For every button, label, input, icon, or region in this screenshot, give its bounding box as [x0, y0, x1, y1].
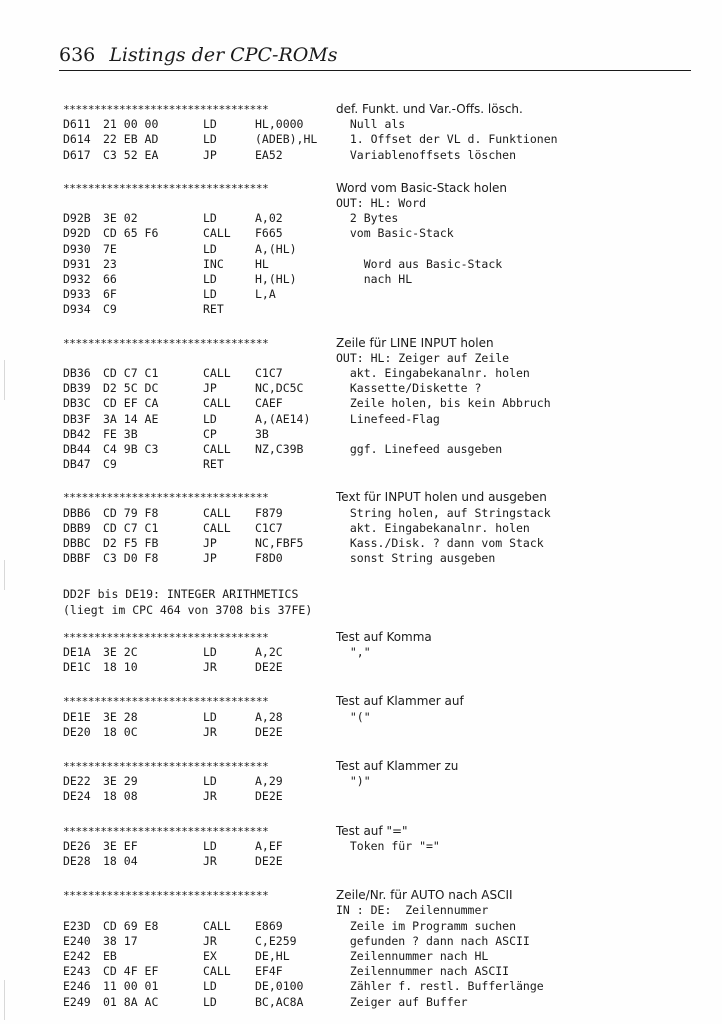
block-io-row — [63, 903, 703, 918]
operand: HL,0000 — [255, 117, 304, 132]
block-title: Text für INPUT holen und ausgeben — [336, 490, 547, 505]
block-header — [63, 694, 703, 709]
code-block — [63, 181, 703, 318]
mnemonic: INC — [203, 256, 224, 271]
address: D614 — [63, 132, 91, 147]
code-line — [63, 854, 703, 869]
mnemonic: LD — [203, 644, 217, 659]
operand: (ADEB),HL — [255, 132, 318, 147]
block-title: Zeile/Nr. für AUTO nach ASCII — [336, 888, 513, 903]
code-block — [63, 694, 703, 740]
page-header — [59, 44, 338, 66]
address: D92B — [63, 211, 91, 226]
comment: Word aus Basic-Stack — [336, 256, 503, 271]
code-line — [63, 979, 703, 994]
address: DE1E — [63, 709, 91, 724]
code-line — [63, 521, 703, 536]
separator-stars: ********************************* — [63, 889, 269, 903]
operand: C1C7 — [255, 520, 283, 535]
mnemonic: JP — [203, 381, 217, 396]
address: D930 — [63, 241, 91, 256]
address: DE1C — [63, 660, 91, 675]
hex-bytes: C9 — [103, 457, 117, 472]
comment: Zeile holen, bis kein Abbruch — [336, 396, 551, 411]
code-line — [63, 839, 703, 854]
mnemonic: LD — [203, 774, 217, 789]
address: E23D — [63, 918, 91, 933]
range-note — [63, 587, 312, 617]
operand: 3B — [255, 426, 269, 441]
separator-stars: ********************************* — [63, 760, 269, 773]
block-io: OUT: HL: Word — [336, 195, 427, 210]
hex-bytes: CD 65 F6 — [103, 226, 159, 241]
code-line — [63, 934, 703, 949]
operand: DE2E — [255, 724, 283, 739]
code-line — [63, 132, 703, 147]
operand: E869 — [255, 918, 283, 933]
comment: 1. Offset der VL d. Funktionen — [336, 132, 558, 147]
comment: 2 Bytes — [336, 211, 399, 226]
comment: Kass./Disk. ? dann vom Stack — [336, 535, 544, 550]
block-io-row — [63, 351, 703, 366]
operand: BC,AC8A — [255, 994, 304, 1009]
hex-bytes: 23 — [103, 256, 117, 271]
hex-bytes: 3E 02 — [103, 211, 138, 226]
comment: Zeiger auf Buffer — [336, 994, 468, 1009]
mnemonic: LD — [203, 211, 217, 226]
hex-bytes: 18 0C — [103, 724, 138, 739]
operand: A,29 — [255, 774, 283, 789]
code-block — [63, 490, 703, 566]
block-header — [63, 490, 703, 505]
comment: nach HL — [336, 271, 413, 286]
code-line — [63, 506, 703, 521]
mnemonic: JR — [203, 724, 217, 739]
address: DBBC — [63, 535, 91, 550]
operand: A,(HL) — [255, 241, 297, 256]
hex-bytes: CD C7 C1 — [103, 365, 159, 380]
code-line — [63, 551, 703, 566]
hex-bytes: 66 — [103, 271, 117, 286]
operand: A,EF — [255, 838, 283, 853]
block-io: OUT: HL: Zeiger auf Zeile — [336, 350, 510, 365]
mnemonic: JP — [203, 147, 217, 162]
hex-bytes: 18 10 — [103, 660, 138, 675]
mnemonic: LD — [203, 287, 217, 302]
code-line — [63, 366, 703, 381]
operand: NC,FBF5 — [255, 535, 304, 550]
block-header — [63, 630, 703, 645]
address: D934 — [63, 302, 91, 317]
separator-stars: ********************************* — [63, 824, 269, 838]
operand: DE,HL — [255, 948, 290, 963]
comment: sonst String ausgeben — [336, 551, 496, 566]
comment: Kassette/Diskette ? — [336, 381, 482, 396]
code-line — [63, 645, 703, 660]
mnemonic: LD — [203, 838, 217, 853]
comment: ggf. Linefeed ausgeben — [336, 441, 503, 456]
mnemonic: CALL — [203, 505, 231, 520]
hex-bytes: C4 9B C3 — [103, 441, 159, 456]
mnemonic: LD — [203, 241, 217, 256]
hex-bytes: CD EF CA — [103, 396, 159, 411]
code-line — [63, 396, 703, 411]
hex-bytes: 3E 29 — [103, 774, 138, 789]
address: DB47 — [63, 457, 91, 472]
address: DE24 — [63, 789, 91, 804]
operand: NZ,C39B — [255, 441, 304, 456]
operand: C,E259 — [255, 933, 297, 948]
address: DB3C — [63, 396, 91, 411]
operand: DE,0100 — [255, 979, 304, 994]
operand: DE2E — [255, 789, 283, 804]
operand: DE2E — [255, 660, 283, 675]
code-block — [63, 759, 703, 805]
separator-stars: ********************************* — [63, 336, 269, 350]
address: DE20 — [63, 724, 91, 739]
block-header — [63, 888, 703, 903]
hex-bytes: CD 4F EF — [103, 964, 159, 979]
hex-bytes: CD C7 C1 — [103, 520, 159, 535]
code-line — [63, 226, 703, 241]
mnemonic: LD — [203, 411, 217, 426]
block-title: Test auf "=" — [336, 823, 408, 838]
address: D617 — [63, 147, 91, 162]
address: DE26 — [63, 838, 91, 853]
comment: Variablenoffsets löschen — [336, 147, 517, 162]
hex-bytes: C3 D0 F8 — [103, 551, 159, 566]
hex-bytes: 38 17 — [103, 933, 138, 948]
operand: A,28 — [255, 709, 283, 724]
address: DBB6 — [63, 505, 91, 520]
block-header — [63, 759, 703, 774]
hex-bytes: C3 52 EA — [103, 147, 159, 162]
mnemonic: RET — [203, 302, 224, 317]
scan-mark — [4, 360, 5, 400]
mnemonic: LD — [203, 979, 217, 994]
address: E249 — [63, 994, 91, 1009]
hex-bytes: 11 00 01 — [103, 979, 159, 994]
operand: EF4F — [255, 964, 283, 979]
address: DE22 — [63, 774, 91, 789]
hex-bytes: 7E — [103, 241, 117, 256]
code-line — [63, 257, 703, 272]
operand: F665 — [255, 226, 283, 241]
code-line — [63, 660, 703, 675]
scan-mark — [4, 560, 5, 590]
mnemonic: LD — [203, 117, 217, 132]
operand: C1C7 — [255, 365, 283, 380]
comment: akt. Eingabekanalnr. holen — [336, 365, 530, 380]
hex-bytes: 22 EB AD — [103, 132, 159, 147]
operand: L,A — [255, 287, 276, 302]
page-number: 636 — [59, 44, 96, 66]
hex-bytes: 21 00 00 — [103, 117, 159, 132]
mnemonic: CALL — [203, 964, 231, 979]
block-title: Word vom Basic-Stack holen — [336, 180, 508, 195]
block-header — [63, 336, 703, 351]
code-line — [63, 302, 703, 317]
mnemonic: CALL — [203, 365, 231, 380]
address: E246 — [63, 979, 91, 994]
hex-bytes: 6F — [103, 287, 117, 302]
block-header — [63, 181, 703, 196]
mnemonic: JR — [203, 789, 217, 804]
page-title: Listings der CPC-ROMs — [109, 44, 338, 66]
address: D611 — [63, 117, 91, 132]
code-line — [63, 242, 703, 257]
hex-bytes: 18 08 — [103, 789, 138, 804]
mnemonic: CALL — [203, 226, 231, 241]
mnemonic: EX — [203, 948, 217, 963]
comment: Linefeed-Flag — [336, 411, 440, 426]
separator-stars: ********************************* — [63, 695, 269, 709]
code-line — [63, 148, 703, 163]
comment: String holen, auf Stringstack — [336, 505, 551, 520]
address: E243 — [63, 964, 91, 979]
separator-stars: ********************************* — [63, 491, 269, 505]
hex-bytes: 3E EF — [103, 838, 138, 853]
comment: gefunden ? dann nach ASCII — [336, 933, 530, 948]
note-line: DD2F bis DE19: INTEGER ARITHMETICS — [63, 587, 299, 602]
code-line — [63, 536, 703, 551]
scan-mark — [4, 980, 5, 1020]
hex-bytes: 18 04 — [103, 853, 138, 868]
address: D931 — [63, 256, 91, 271]
hex-bytes: 3E 28 — [103, 709, 138, 724]
code-block — [63, 824, 703, 870]
operand: F879 — [255, 505, 283, 520]
operand: A,2C — [255, 644, 283, 659]
address: E242 — [63, 948, 91, 963]
code-line — [63, 211, 703, 226]
operand: A,(AE14) — [255, 411, 311, 426]
hex-bytes: 3E 2C — [103, 644, 138, 659]
block-title: def. Funkt. und Var.-Offs. lösch. — [336, 102, 523, 116]
address: DB39 — [63, 381, 91, 396]
code-line — [63, 995, 703, 1010]
comment: Token für "=" — [336, 838, 440, 853]
operand: DE2E — [255, 853, 283, 868]
code-line — [63, 774, 703, 789]
block-title: Test auf Klammer auf — [336, 694, 464, 709]
mnemonic: JR — [203, 933, 217, 948]
comment: akt. Eingabekanalnr. holen — [336, 520, 530, 535]
mnemonic: LD — [203, 709, 217, 724]
address: D933 — [63, 287, 91, 302]
operand: EA52 — [255, 147, 283, 162]
hex-bytes: EB — [103, 948, 117, 963]
code-line — [63, 427, 703, 442]
comment: vom Basic-Stack — [336, 226, 454, 241]
hex-bytes: 3A 14 AE — [103, 411, 159, 426]
hex-bytes: FE 3B — [103, 426, 138, 441]
code-line — [63, 949, 703, 964]
mnemonic: CALL — [203, 396, 231, 411]
mnemonic: LD — [203, 994, 217, 1009]
separator-stars: ********************************* — [63, 103, 269, 116]
code-line — [63, 789, 703, 804]
code-block — [63, 630, 703, 676]
address: DE1A — [63, 644, 91, 659]
code-line — [63, 919, 703, 934]
hex-bytes: D2 5C DC — [103, 381, 159, 396]
code-block — [63, 888, 703, 1010]
operand: A,02 — [255, 211, 283, 226]
mnemonic: JP — [203, 551, 217, 566]
comment: "(" — [336, 709, 371, 724]
comment: Zeilennummer nach ASCII — [336, 964, 510, 979]
block-title: Test auf Komma — [336, 629, 432, 644]
hex-bytes: 01 8A AC — [103, 994, 159, 1009]
operand: NC,DC5C — [255, 381, 304, 396]
hex-bytes: CD 79 F8 — [103, 505, 159, 520]
code-block — [63, 102, 703, 163]
code-line — [63, 287, 703, 302]
operand: HL — [255, 256, 269, 271]
mnemonic: CALL — [203, 520, 231, 535]
address: DBB9 — [63, 520, 91, 535]
code-line — [63, 964, 703, 979]
hex-bytes: CD 69 E8 — [103, 918, 159, 933]
mnemonic: CALL — [203, 441, 231, 456]
separator-stars: ********************************* — [63, 630, 269, 644]
block-title: Test auf Klammer zu — [336, 759, 459, 773]
code-line — [63, 457, 703, 472]
mnemonic: RET — [203, 457, 224, 472]
mnemonic: JR — [203, 853, 217, 868]
mnemonic: JP — [203, 535, 217, 550]
mnemonic: CP — [203, 426, 217, 441]
code-line — [63, 117, 703, 132]
address: DB42 — [63, 426, 91, 441]
block-header — [63, 824, 703, 839]
address: DE28 — [63, 853, 91, 868]
mnemonic: LD — [203, 271, 217, 286]
operand: H,(HL) — [255, 271, 297, 286]
mnemonic: LD — [203, 132, 217, 147]
address: DB3F — [63, 411, 91, 426]
operand: CAEF — [255, 396, 283, 411]
comment: Zeilennummer nach HL — [336, 948, 489, 963]
code-line — [63, 381, 703, 396]
code-line — [63, 272, 703, 287]
mnemonic: CALL — [203, 918, 231, 933]
code-block — [63, 336, 703, 473]
comment: ")" — [336, 774, 371, 789]
address: D92D — [63, 226, 91, 241]
code-line — [63, 412, 703, 427]
address: DB44 — [63, 441, 91, 456]
code-line — [63, 710, 703, 725]
comment: "," — [336, 644, 371, 659]
comment: Null als — [336, 117, 406, 132]
hex-bytes: D2 F5 FB — [103, 535, 159, 550]
comment: Zähler f. restl. Bufferlänge — [336, 979, 544, 994]
header-rule — [59, 70, 691, 71]
hex-bytes: C9 — [103, 302, 117, 317]
comment: Zeile im Programm suchen — [336, 918, 517, 933]
block-title: Zeile für LINE INPUT holen — [336, 335, 494, 350]
code-line — [63, 725, 703, 740]
mnemonic: JR — [203, 660, 217, 675]
operand: F8D0 — [255, 551, 283, 566]
separator-stars: ********************************* — [63, 181, 269, 195]
note-line: (liegt im CPC 464 von 3708 bis 37FE) — [63, 602, 313, 617]
address: E240 — [63, 933, 91, 948]
block-io-row — [63, 196, 703, 211]
address: D932 — [63, 271, 91, 286]
block-header — [63, 102, 703, 117]
code-line — [63, 442, 703, 457]
block-io: IN : DE: Zeilennummer — [336, 903, 489, 918]
address: DB36 — [63, 365, 91, 380]
address: DBBF — [63, 551, 91, 566]
